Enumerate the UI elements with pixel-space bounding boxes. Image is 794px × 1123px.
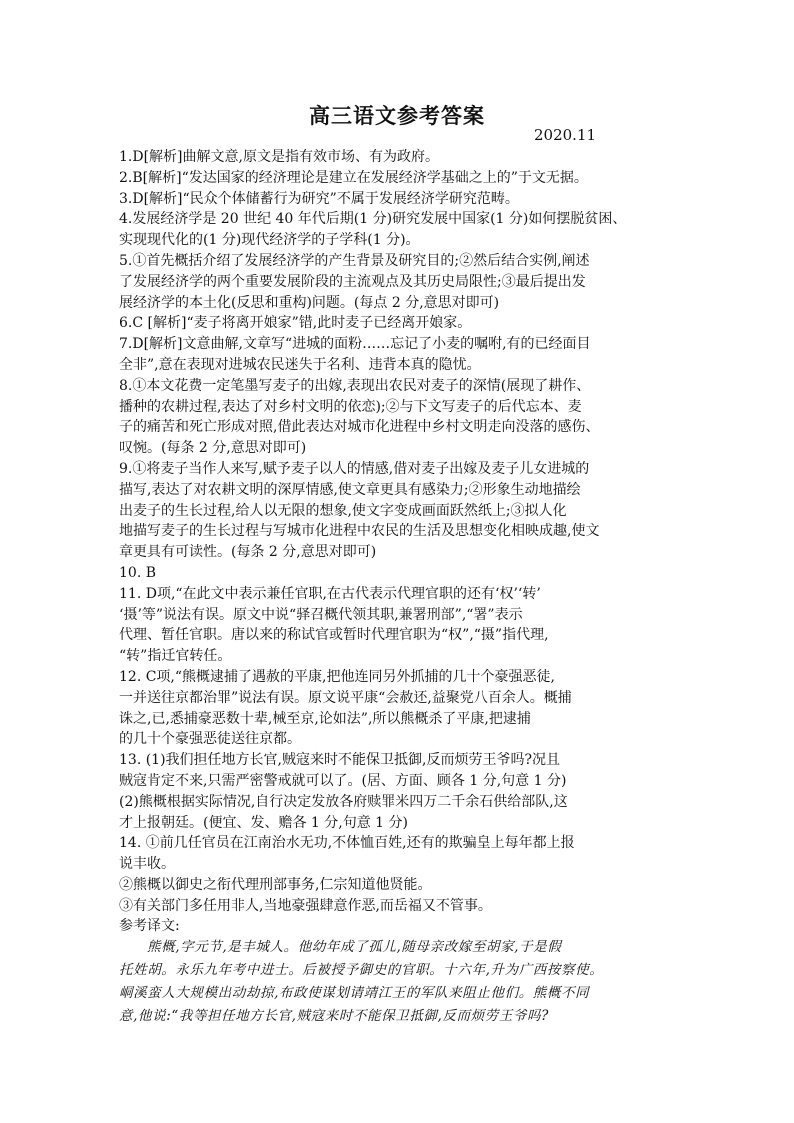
answer-line: 贼寇肯定不来,只需严密警戒就可以了。(居、方面、顾各 1 分,句意 1 分) <box>119 772 567 789</box>
answer-line: 3.D[解析]“民众个体储蓄行为研究”不属于发展经济学研究范畴。 <box>119 190 519 207</box>
answer-line: 展经济学的本土化(反思和重构)问题。(每点 2 分,意思对即可) <box>119 294 500 311</box>
reference-translation <box>119 936 699 1028</box>
answer-line: 10. B <box>119 564 157 581</box>
answer-line: 14. ①前几任官员在江南治水无功,不体恤百姓,还有的欺骗皇上每年都上报 <box>119 835 575 852</box>
answer-line: 9.①将麦子当作人来写,赋予麦子以人的情感,借对麦子出嫁及麦子儿女进城的 <box>119 460 590 477</box>
translation-line: 意,他说:“我等担任地方长官,贼寇来时不能保卫抵御,反而烦劳王爷吗? <box>119 1008 549 1024</box>
answer-line: 全非”,意在表现对进城农民迷失于名利、违背本真的隐忧。 <box>119 356 481 373</box>
answer-line: 一并送往京都治罪”说法有误。原文说平康“会赦还,益聚党八百余人。概捕 <box>119 689 572 706</box>
answer-line: 地描写麦子的生长过程与写城市化进程中农民的生活及思想变化相映成趣,使文 <box>119 523 600 540</box>
answer-line: 叹惋。(每条 2 分,意思对即可) <box>119 440 307 457</box>
answer-line: 播种的农耕过程,表达了对乡村文明的依恋);②与下文写麦子的后代忘本、麦 <box>119 398 582 415</box>
answer-line: 6.C [解析]“麦子将离开娘家”错,此时麦子已经离开娘家。 <box>119 315 472 332</box>
answer-line: 子的痛苦和死亡形成对照,借此表达对城市化进程中乡村文明走向没落的感伤、 <box>119 419 600 436</box>
answer-line: 7.D[解析]文意曲解,文章写“进城的面粉……忘记了小麦的嘱咐,有的已经面目 <box>119 336 591 353</box>
answer-line: 描写,表达了对农耕文明的深厚情感,使文章更具有感染力;②形象生动地描绘 <box>119 481 581 498</box>
answer-line: 章更具有可读性。(每条 2 分,意思对即可) <box>119 544 377 561</box>
answer-line: 12. C项,“熊概逮捕了遇赦的平康,把他连同另外抓捕的几十个豪强恶徒, <box>119 668 555 685</box>
answer-line: 11. D项,“在此文中表示兼任官职,在古代表示代理官职的还有‘权’‘转’ <box>119 585 541 602</box>
answer-line: 才上报朝廷。(便宜、发、赡各 1 分,句意 1 分) <box>119 814 408 831</box>
answer-line: 实现现代化的(1 分)现代经济学的子学科(1 分)。 <box>119 232 420 249</box>
answer-line: 的几十个豪强恶徒送往京都。 <box>119 731 301 748</box>
answer-line: (2)熊概根据实际情况,自行决定发放各府赎罪米四万二千余石供给部队,这 <box>119 793 568 810</box>
answer-line: 说丰收。 <box>119 856 175 873</box>
answer-line: “转”指迁官转任。 <box>119 648 232 665</box>
answer-line: 出麦子的生长过程,给人以无限的想象,使文字变成画面跃然纸上;③拟人化 <box>119 502 567 519</box>
answer-body <box>119 147 694 937</box>
answer-line: ‘摄’等”说法有误。原文中说“驿召概代领其职,兼署刑部”,“署”表示 <box>119 606 523 623</box>
translation-line: 托姓胡。永乐九年考中进士。后被授予御史的官职。十六年,升为广西按察使。 <box>119 962 604 978</box>
answer-line: 1.D[解析]曲解文意,原文是指有效市场、有为政府。 <box>119 149 439 165</box>
translation-line: 熊概,字元节,是丰城人。他幼年成了孤儿,随母亲改嫁至胡家,于是假 <box>147 939 562 955</box>
document-date: 2020.11 <box>534 126 597 144</box>
page-title: 高三语文参考答案 <box>309 103 485 128</box>
answer-line: ③有关部门多任用非人,当地豪强肆意作恶,而岳福又不管事。 <box>119 897 492 914</box>
answer-line: 了发展经济学的两个重要发展阶段的主流观点及其历史局限性;③最后提出发 <box>119 273 586 290</box>
translation-line: 峒溪蛮人大规模出动劫掠,布政使谋划请靖江王的军队来阻止他们。熊概不同 <box>119 985 590 1001</box>
answer-line: 2.B[解析]“发达国家的经济理论是建立在发展经济学基础之上的”于文无据。 <box>119 169 588 186</box>
answer-line: 参考译文: <box>119 918 180 935</box>
answer-line: 13. (1)我们担任地方长官,贼寇来时不能保卫抵御,反而烦劳王爷吗?况且 <box>119 752 560 769</box>
answer-line: 4.发展经济学是 20 世纪 40 年代后期(1 分)研究发展中国家(1 分)如何摆脱贫困、 <box>119 211 627 228</box>
answer-line: 代理、暂任官职。唐以来的称试官或暂时代理官职为“权”,“摄”指代理, <box>119 627 549 644</box>
answer-line: 8.①本文花费一定笔墨写麦子的出嫁,表现出农民对麦子的深情(展现了耕作、 <box>119 377 591 394</box>
answer-line: ②熊概以御史之衔代理刑部事务,仁宗知道他贤能。 <box>119 876 432 893</box>
answer-line: 5.①首先概括介绍了发展经济学的产生背景及研究目的;②然后结合实例,阐述 <box>119 252 590 269</box>
answer-line: 诛之,已,悉捕豪恶数十辈,械至京,论如法”,所以熊概杀了平康,把逮捕 <box>119 710 531 727</box>
